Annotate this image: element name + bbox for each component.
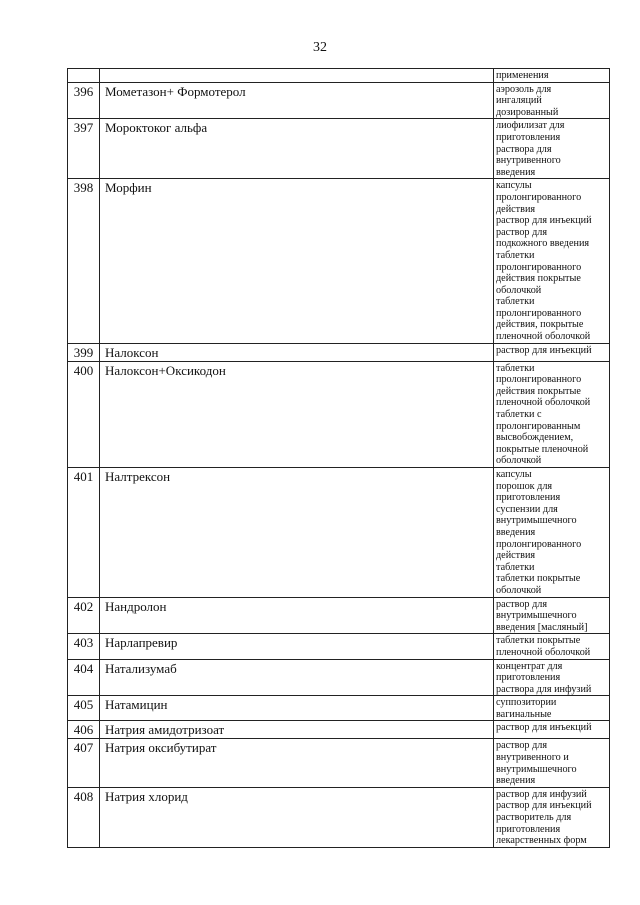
drug-name: Нарлапревир [100,634,494,659]
dosage-forms [494,634,610,659]
dosage-form-line: введения [496,775,536,787]
dosage-form-line: действия, покрытые [496,319,584,331]
dosage-forms [494,361,610,467]
dosage-forms [494,721,610,739]
table-row [68,343,610,361]
row-number: 403 [68,634,100,659]
dosage-form-line: раствор для инъекций [496,344,592,356]
dosage-form-line: капсулы [496,180,532,192]
drug-name: Мороктоког альфа [100,119,494,179]
dosage-form-line: приготовления [496,131,561,143]
dosage-form-line: высвобождением, [496,432,574,444]
row-number: 400 [68,361,100,467]
dosage-form-line: оболочкой [496,584,542,596]
drug-name [100,69,494,83]
dosage-form-line: раствора для [496,143,552,155]
dosage-form-line: пролонгированного [496,374,582,386]
dosage-form-line: концентрат для [496,660,563,672]
drug-name: Морфин [100,179,494,343]
dosage-form-line: внутримышечного [496,610,577,622]
dosage-form-line: пленочной оболочкой [496,331,591,343]
dosage-form-line: приготовления [496,823,561,835]
dosage-form-line: таблетки покрытые [496,573,581,585]
dosage-form-line: пролонгированным [496,420,581,432]
dosage-form-line: пролонгированного [496,307,582,319]
dosage-form-line: раствор для [496,740,548,752]
dosage-form-line: внутривенного и [496,752,569,764]
drug-name: Натрия хлорид [100,787,494,847]
row-number: 406 [68,721,100,739]
dosage-form-line: лекарственных форм [496,835,587,847]
table-row [68,468,610,598]
drug-name: Нандролон [100,597,494,634]
dosage-form-line: таблетки [496,296,535,308]
drug-table [67,68,610,848]
dosage-form-line: порошок для [496,480,553,492]
dosage-form-line: таблетки [496,561,535,573]
dosage-form-line: суппозитории [496,697,557,709]
dosage-forms [494,696,610,721]
continuation-row [68,69,610,83]
dosage-forms [494,82,610,119]
dosage-form-line: таблетки [496,249,535,261]
drug-name: Мометазон+ Формотерол [100,82,494,119]
drug-name: Натрия амидотризоат [100,721,494,739]
row-number: 405 [68,696,100,721]
row-number: 401 [68,468,100,598]
dosage-form-line: таблетки с [496,409,542,421]
dosage-form-line: применения [496,70,549,81]
dosage-form-line: ингаляций [496,95,542,107]
dosage-form-line: суспензии для [496,503,558,515]
table-row [68,82,610,119]
dosage-form-line: приготовления [496,492,561,504]
dosage-form-line: раствор для [496,598,548,610]
dosage-form-line: введения [496,166,536,178]
dosage-forms [494,597,610,634]
table-row [68,721,610,739]
row-number: 402 [68,597,100,634]
dosage-form-line: пролонгированного [496,191,582,203]
drug-name: Налоксон+Оксикодон [100,361,494,467]
drug-name: Натализумаб [100,659,494,696]
table-row [68,361,610,467]
dosage-form-line: пролонгированного [496,538,582,550]
row-number: 399 [68,343,100,361]
table-row [68,179,610,343]
dosage-form-line: вагинальные [496,708,552,720]
dosage-form-line: покрытые пленочной [496,443,589,455]
row-number: 408 [68,787,100,847]
dosage-form-line: растворитель для [496,812,572,824]
row-number: 398 [68,179,100,343]
table-row [68,696,610,721]
dosage-form-line: таблетки [496,362,535,374]
page-number: 32 [313,40,327,55]
dosage-forms [494,69,610,83]
dosage-form-line: раствор для инфузий [496,788,587,800]
row-number: 396 [68,82,100,119]
dosage-forms [494,343,610,361]
dosage-form-line: подкожного введения [496,238,590,250]
table-row [68,787,610,847]
drug-name: Натрия оксибутират [100,739,494,787]
dosage-form-line: раствор для инъекций [496,722,592,734]
dosage-forms [494,119,610,179]
row-number [68,69,100,83]
dosage-form-line: внутримышечного [496,515,577,527]
dosage-form-line: введения [масляный] [496,621,588,633]
row-number: 407 [68,739,100,787]
dosage-form-line: приготовления [496,672,561,684]
table-row [68,119,610,179]
drug-name: Натамицин [100,696,494,721]
dosage-form-line: оболочкой [496,455,542,467]
dosage-forms [494,659,610,696]
table-row [68,634,610,659]
dosage-form-line: внутримышечного [496,763,577,775]
dosage-forms [494,468,610,598]
table-row [68,659,610,696]
drug-name: Налтрексон [100,468,494,598]
dosage-form-line: аэрозоль для [496,83,552,95]
dosage-form-line: раствора для инфузий [496,683,592,695]
dosage-forms [494,787,610,847]
dosage-form-line: пленочной оболочкой [496,646,591,658]
dosage-form-line: введения [496,526,536,538]
dosage-form-line: действия [496,550,536,562]
dosage-forms [494,179,610,343]
dosage-form-line: раствор для инъекций [496,800,592,812]
row-number: 404 [68,659,100,696]
dosage-form-line: таблетки покрытые [496,635,581,647]
table-row [68,597,610,634]
row-number: 397 [68,119,100,179]
dosage-form-line: действия покрытые [496,273,581,285]
dosage-forms [494,739,610,787]
table-row [68,739,610,787]
dosage-form-line: капсулы [496,469,532,480]
dosage-form-line: раствор для инъекций [496,215,592,227]
dosage-form-line: пролонгированного [496,261,582,273]
dosage-form-line: действия [496,203,536,215]
dosage-form-line: дозированный [496,106,559,118]
dosage-form-line: действия покрытые [496,385,581,397]
dosage-form-line: лиофилизат для [496,120,565,132]
dosage-form-line: внутривенного [496,155,561,167]
dosage-form-line: раствор для [496,226,548,238]
dosage-form-line: пленочной оболочкой [496,397,591,409]
dosage-form-line: оболочкой [496,284,542,296]
drug-name: Налоксон [100,343,494,361]
